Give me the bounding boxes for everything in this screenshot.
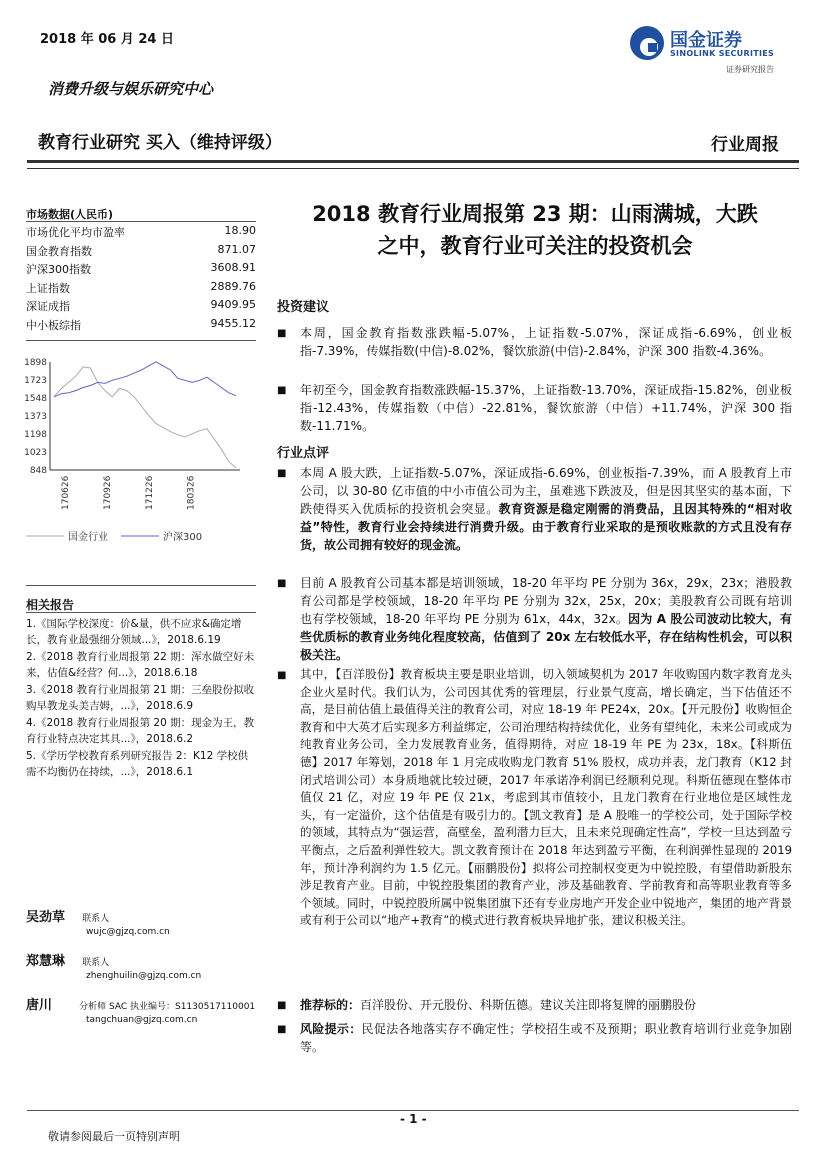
market-data-title: 市场数据(人民币) — [26, 208, 114, 221]
bullet-square-icon: ■ — [277, 328, 287, 339]
bullet-square-icon: ■ — [277, 1000, 287, 1011]
related-report-link[interactable]: 4.《2018 教育行业周报第 20 期：现金为王，教育行业特点决定其具...》，2018.6.2 — [26, 717, 255, 745]
research-center: 消费升级与娱乐研究中心 — [48, 80, 214, 98]
related-report-link[interactable]: 3.《2018 教育行业周报第 21 期：三垒股份拟收购早教龙头美吉姆，...》，2018.6.9 — [26, 684, 255, 712]
bullet-square-icon: ■ — [277, 670, 287, 681]
market-data-table — [26, 224, 256, 335]
analyst-role: 联系人 — [82, 958, 110, 968]
recommended-stocks: 推荐标的：百洋股份、开元股份、科斯伍德。建议关注即将复牌的丽鹏股份 — [300, 998, 697, 1012]
analyst-name: 郑慧琳 — [26, 954, 66, 969]
y-tick-label: 1198 — [24, 430, 47, 440]
bullet-square-icon: ■ — [277, 468, 287, 479]
series-line — [54, 362, 236, 397]
related-report-link[interactable]: 2.《2018 教育行业周报第 22 期：浑水做空好未来，估值&经营？何...》，2018.6.18 — [26, 651, 255, 679]
report-type: 行业周报 — [711, 135, 779, 155]
sidebar-divider — [26, 221, 256, 222]
risk-warning: 风险提示：民促法各地落实存不确定性；学校招生或不及预期；职业教育培训行业竞争加剧等。 — [300, 1022, 792, 1054]
industry-review-heading: 行业点评 — [277, 446, 330, 461]
y-tick-label: 848 — [29, 466, 47, 476]
header-divider — [27, 160, 799, 163]
logo-chinese-name: 国金证券 — [670, 30, 742, 51]
market-row: 国金教育指数 871.07 — [26, 242, 256, 258]
y-tick-label: 1548 — [24, 394, 47, 404]
bullet-square-icon: ■ — [277, 578, 287, 589]
y-tick-label: 1373 — [24, 412, 47, 422]
analyst-email[interactable]: wujc@gjzq.com.cn — [86, 927, 170, 937]
x-tick-label: 180326 — [186, 475, 197, 510]
analyst-name: 吴劲草 — [26, 910, 66, 925]
industry-rating: 教育行业研究 买入（维持评级） — [38, 133, 282, 153]
industry-point-stocks: 其中，【百洋股份】教育板块主要是职业培训，切入领域契机为 2017 年收购国内数字教育龙头企业火星时代。我们认为，公司因其优秀的管理层，行业景气度高，增长确定，当下估值还不高，是目前估值上最值得关注的教育公司，对应 18-19 年 PE24x，20x。【开元股份】收购恒企教育和中大英才后实现多方利益绑定，公司治理结构持续优化，业务有望纯化，未来公司或成为纯教育业务公司，全力发展教育业务，值得期待，对应 18-19 年 PE 为 23x，18x。【科斯伍德】2017 年筹划，2018 年 1 月完成收购龙门教育 51% 股权，成功并表，龙门教育（K12 封闭式培训公司）本身质地就比较过硬，2017 年承诺净利润已经顺利兑现。科斯伍德现在整体市值仅 21 亿，对应 19 年 PE 仅 21x，考虑到其市值较小，且龙门教育在行业地位是区域性龙头，有一定溢价，这个估值是有吸引力的。【凯文教育】是 A 股唯一的学校公司，处于国际学校的领域，其特点为“强运营，高壁垒，盈利潜力巨大，且未来兑现确定性高”，学校一旦达到盈亏平衡点，之后盈利弹性较大。凯文教育预计在 2018 年达到盈亏平衡，在利润弹性显现的 2019 年，预计净利润约为 1.5 亿元。【丽鹏股份】拟将公司控制权变更为中锐控股，有望借助新股东涉足教育产业。目前，中锐控股集团的教育产业，涉及基础教育、学前教育和高等职业教育等多个领域。同时，中锐控股所属中锐集团旗下还有专业房地产开发企业中锐地产，集团的地产背景或有利于公司以“地产+教育”的模式进行教育板块异地扩张，建议积极关注。 — [300, 667, 792, 928]
bullet-square-icon: ■ — [277, 1024, 287, 1035]
invest-point-weekly: 本周，国金教育指数涨跌幅-5.07%，上证指数-5.07%，深证成指-6.69%，创业板指-7.39%，传媒指数(中信)-8.02%，餐饮旅游(中信)-2.84%，沪深 300 指数-4.36%。 — [300, 326, 792, 358]
legend-label: 沪深300 — [163, 532, 203, 543]
investment-advice-heading: 投资建议 — [277, 300, 330, 315]
y-tick-label: 1023 — [24, 448, 47, 458]
analyst-email[interactable]: tangchuan@gjzq.com.cn — [86, 1015, 198, 1025]
sidebar-divider — [26, 340, 256, 341]
industry-point-valuation: 目前 A 股教育公司基本都是培训领域，18-20 年平均 PE 分别为 36x，29x，23x；港股教育公司都是学校领域，18-20 年平均 PE 分别为 32x，25x，20x；美股教育公司既有培训也有学校领域，18-20 年平均 PE 分别为 61x，44x，32x。因为 A 股公司波动比较大，有些优质标的教育业务纯化程度较高，估值到了 20x 左右较低水平，存在结构性机会，可以积极关注。 — [300, 576, 792, 662]
x-tick-label: 170926 — [103, 475, 113, 510]
legend-label: 国金行业 — [68, 532, 108, 543]
invest-point-ytd: 年初至今，国金教育指数涨跌幅-15.37%，上证指数-13.70%，深证成指-15.82%，创业板指-12.43%，传媒指数（中信）-22.81%，餐饮旅游（中信）+11.74%，沪深 300 指数-11.71%。 — [300, 383, 792, 433]
analyst-card — [26, 950, 256, 981]
footer-divider — [27, 1110, 799, 1111]
analyst-card — [26, 994, 266, 1025]
disclaimer-note: 敬请参阅最后一页特别声明 — [48, 1130, 180, 1143]
analyst-role: 分析师 SAC 执业编号：S1130517110001 — [79, 1002, 256, 1012]
page-number: - 1 - — [400, 1112, 427, 1126]
company-logo — [630, 24, 800, 74]
y-tick-label: 1898 — [24, 358, 47, 368]
market-row: 市场优化平均市盈率 18.90 — [26, 224, 256, 239]
related-reports-list — [26, 616, 256, 780]
sidebar-divider — [26, 585, 256, 586]
bullet-square-icon: ■ — [277, 385, 287, 396]
analyst-email[interactable]: zhenghuilin@gjzq.com.cn — [86, 971, 202, 981]
market-row: 沪深300指数 3608.91 — [26, 261, 256, 276]
related-report-link[interactable]: 5.《学历学校教育系列研究报告 2：K12 学校供需不均衡仍在持续，...》，2018.6.1 — [26, 750, 249, 778]
header-divider-thin — [27, 168, 799, 169]
y-tick-label: 1723 — [24, 376, 47, 386]
x-tick-label: 170626 — [61, 475, 72, 510]
analyst-role: 联系人 — [82, 914, 110, 924]
index-chart — [20, 352, 260, 562]
industry-point-market: 本周 A 股大跌，上证指数-5.07%，深证成指-6.69%，创业板指-7.39%，而 A 股教育上市公司，以 30-80 亿市值的中小市值公司为主，虽难逃下跌波及，但是因其坚实的基本面，下跌使得买入优质标的投资机会突显。教育资源是稳定刚需的消费品，且因其特殊的“相对收益”特性，教育行业会持续进行消费升级。由于教育行业采取的是预收账款的方式且没有存货，故公司拥有较好的现金流。 — [300, 466, 792, 552]
market-row: 中小板综指 9455.12 — [26, 316, 256, 332]
market-row: 上证指数 2889.76 — [26, 279, 256, 295]
sidebar-divider — [26, 612, 256, 613]
report-title: 2018 教育行业周报第 23 期：山雨满城，大跌 之中，教育行业可关注的投资机会 — [312, 202, 758, 258]
analyst-card — [26, 906, 256, 937]
report-date: 2018 年 06 月 24 日 — [40, 32, 174, 47]
series-line — [54, 367, 236, 468]
related-reports-title: 相关报告 — [26, 598, 75, 612]
x-tick-label: 171226 — [144, 475, 155, 510]
logo-mark-icon — [630, 26, 664, 60]
market-row: 深证成指 9409.95 — [26, 298, 256, 313]
logo-subtitle: 证券研究报告 — [726, 65, 774, 74]
analyst-name: 唐川 — [26, 998, 53, 1013]
related-report-link[interactable]: 1.《国际学校深度：价&量，供不应求&确定增长，教育业最强细分领域...》，2018.6.19 — [26, 618, 242, 646]
logo-english-name: SINOLINK SECURITIES — [670, 49, 775, 58]
